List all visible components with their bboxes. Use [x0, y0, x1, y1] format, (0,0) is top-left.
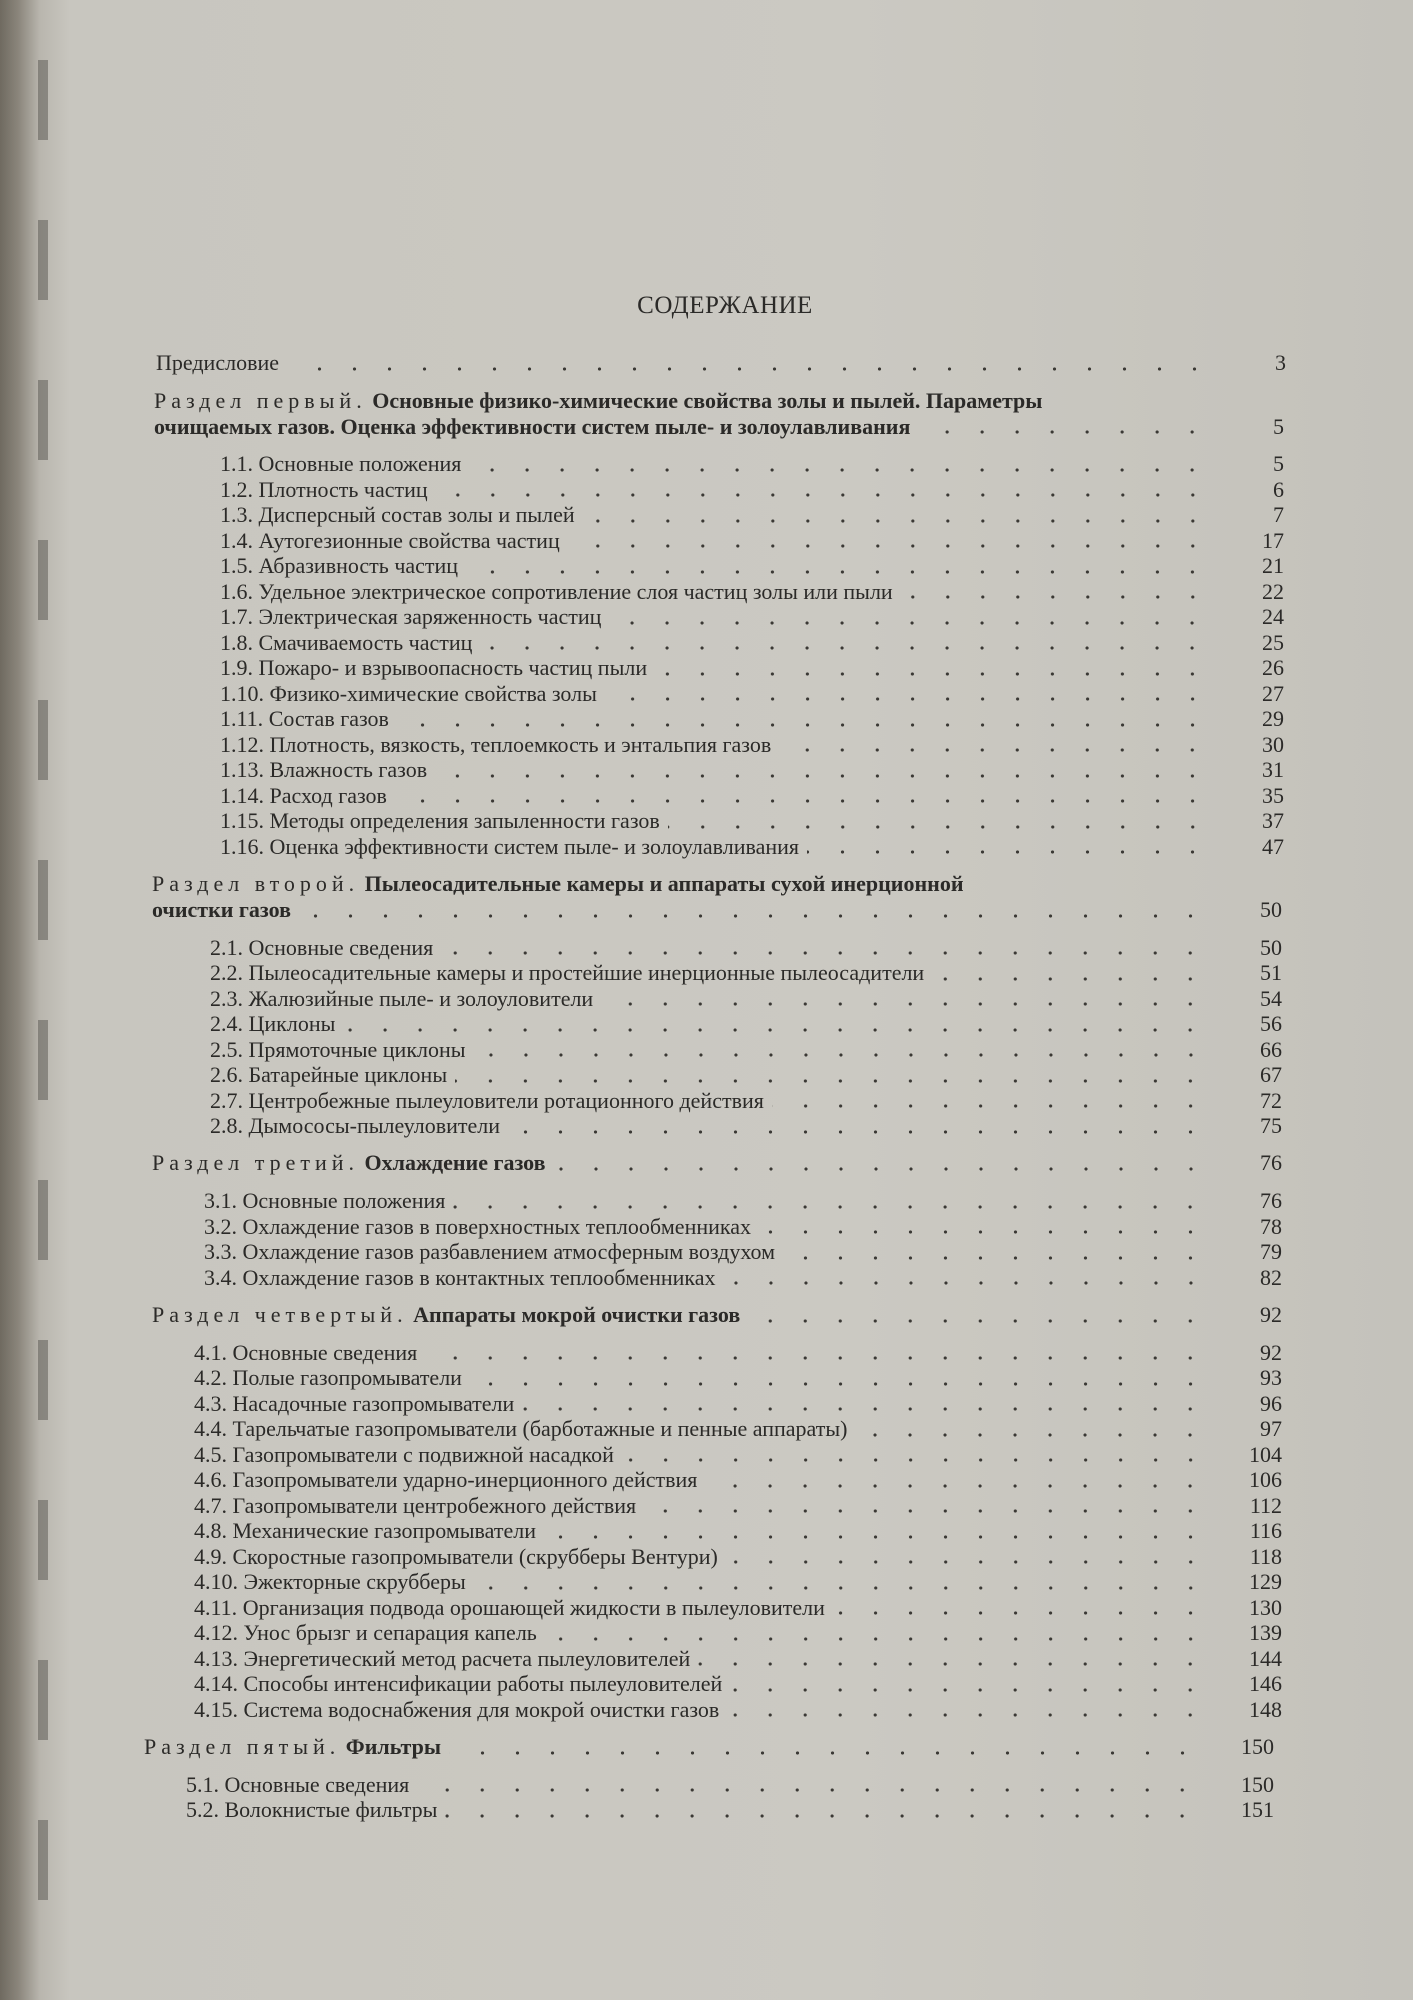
leader-dots	[772, 1088, 1214, 1114]
leader-dots	[668, 808, 1216, 834]
entry-label: Электрическая заряженность частиц	[258, 604, 602, 629]
leader-dots	[901, 579, 1216, 605]
entry-label: Пылеосадительные камеры и простейшие инерционные пылеосадители	[248, 960, 925, 985]
entry-label: Волокнистые фильтры	[224, 1797, 438, 1822]
leader-dots	[748, 1302, 1214, 1328]
leader-dots	[545, 1620, 1214, 1646]
page-number: 35	[1262, 782, 1284, 808]
entry-label: Основные сведения	[248, 934, 434, 960]
leader-dots	[441, 935, 1214, 961]
entry-number: 1.7.	[220, 604, 253, 629]
toc-entry[interactable]	[154, 732, 1284, 758]
toc-entry[interactable]	[152, 1518, 1282, 1544]
entry-label: Физико-химические свойства золы	[269, 680, 597, 706]
entry-label: Система водоснабжения для мокрой очистки газов	[243, 1696, 720, 1722]
toc-entry[interactable]	[152, 1391, 1282, 1417]
leader-dots	[343, 1011, 1214, 1037]
toc-entry[interactable]	[154, 528, 1284, 554]
leader-dots	[544, 1518, 1214, 1544]
leader-dots	[609, 604, 1216, 630]
page-number: 144	[1249, 1645, 1282, 1671]
page-number: 106	[1249, 1467, 1282, 1492]
section-title-cont: очистки газов	[152, 897, 291, 922]
entry-number: 1.5.	[220, 553, 253, 578]
leader-dots	[425, 1340, 1214, 1366]
entry-label: Организация подвода орошающей жидкости в пылеуловители	[242, 1594, 825, 1620]
page-number: 96	[1260, 1390, 1282, 1416]
leader-dots	[783, 1239, 1214, 1265]
toc-section	[144, 1734, 1286, 1823]
toc-entry[interactable]	[152, 1620, 1282, 1646]
entry-number: 2.2.	[210, 960, 243, 985]
toc-entry[interactable]	[152, 1442, 1282, 1468]
entry-number: 3.1.	[204, 1188, 237, 1213]
leader-dots	[436, 477, 1216, 503]
entry-label: Дисперсный состав золы и пылей	[258, 502, 575, 527]
entry-label: Смачиваемость частиц	[258, 629, 473, 655]
entry-label: Энергетический метод расчета пылеуловителей	[243, 1645, 691, 1671]
leader-dots	[474, 1569, 1214, 1595]
toc-entry[interactable]	[154, 451, 1284, 477]
entry-number: 2.7.	[210, 1087, 243, 1113]
entry-label: Газопромыватели ударно-инерционного действия	[232, 1467, 698, 1492]
entry-number: 1.16.	[220, 833, 264, 859]
entry-number: 4.2.	[194, 1365, 227, 1390]
page-number: 79	[1260, 1239, 1282, 1264]
entry-label: Абразивность частиц	[258, 553, 459, 578]
page-number: 75	[1260, 1113, 1282, 1138]
leader-dots	[724, 1265, 1214, 1291]
toc-entry[interactable]	[152, 1088, 1282, 1114]
entry-number: 4.6.	[194, 1467, 227, 1492]
entry-number: 3.3.	[204, 1239, 237, 1264]
entry-number: 4.4.	[194, 1416, 227, 1441]
entry-label: Центробежные пылеуловители ротационного действия	[248, 1087, 764, 1113]
entry-label: Влажность газов	[269, 757, 428, 782]
leader-dots	[466, 553, 1216, 579]
page-number: 104	[1249, 1441, 1282, 1467]
toc-entry[interactable]	[144, 1797, 1274, 1823]
section-prefix: Раздел пятый.	[144, 1733, 341, 1759]
toc-entry[interactable]	[152, 1214, 1282, 1240]
leader-dots	[445, 1797, 1206, 1823]
page-number: 54	[1260, 985, 1282, 1011]
page-number: 5	[1273, 413, 1284, 439]
section-heading-cont[interactable]	[154, 414, 1284, 440]
entry-label: Насадочные газопромыватели	[232, 1390, 515, 1416]
entry-label: Основные положения	[258, 451, 462, 476]
toc-entry[interactable]	[152, 1062, 1282, 1088]
section-prefix: Раздел первый.	[154, 387, 367, 413]
page-number: 56	[1260, 1011, 1282, 1036]
page-number: 146	[1249, 1671, 1282, 1696]
entry-number: 4.7.	[194, 1492, 227, 1518]
entry-label: Основные сведения	[224, 1771, 410, 1797]
toc-entries	[144, 350, 1286, 1823]
leader-dots	[287, 350, 1218, 376]
page-number: 22	[1262, 578, 1284, 604]
entry-number: 1.2.	[220, 476, 253, 502]
section-title: Аппараты мокрой очистки газов	[413, 1301, 741, 1327]
toc-entry[interactable]	[152, 1265, 1282, 1291]
entry-label: Циклоны	[248, 1011, 336, 1036]
page-number: 66	[1260, 1036, 1282, 1062]
entry-number: 3.2.	[204, 1213, 237, 1239]
page-number: 129	[1249, 1569, 1282, 1594]
page-number: 21	[1262, 553, 1284, 578]
section-heading[interactable]	[144, 1734, 1274, 1760]
entry-number: 2.3.	[210, 985, 243, 1011]
entry-label: Эжекторные скрубберы	[243, 1569, 466, 1594]
leader-dots	[453, 1188, 1214, 1214]
section-prefix: Раздел четвертый.	[152, 1301, 408, 1327]
entry-label: Способы интенсификации работы пылеуловителей	[243, 1671, 723, 1696]
section-title-cont: очищаемых газов. Оценка эффективности систем пыле- и золоулавливания	[154, 413, 911, 439]
page-number: 151	[1241, 1797, 1274, 1822]
page-number: 148	[1249, 1696, 1282, 1722]
toc-entry[interactable]	[152, 960, 1282, 986]
section-heading[interactable]	[154, 388, 1284, 414]
page-number: 29	[1262, 706, 1284, 731]
leader-dots	[395, 783, 1216, 809]
entry-label: Аутогезионные свойства частиц	[258, 527, 560, 553]
entry-label: Плотность, вязкость, теплоемкость и энтальпия газов	[269, 731, 772, 757]
page-number: 92	[1260, 1339, 1282, 1365]
entry-label: Батарейные циклоны	[248, 1062, 448, 1087]
leader-dots	[397, 706, 1216, 732]
leader-dots	[522, 1391, 1214, 1417]
page-number: 93	[1260, 1365, 1282, 1390]
entry-number: 1.3.	[220, 502, 253, 527]
entry-label: Прямоточные циклоны	[248, 1036, 466, 1062]
leader-dots	[726, 1544, 1214, 1570]
page-number: 76	[1260, 1150, 1282, 1175]
page-number: 50	[1260, 934, 1282, 960]
leader-dots	[449, 1734, 1206, 1760]
page-number: 47	[1262, 833, 1284, 859]
section-prefix: Раздел третий.	[152, 1150, 360, 1175]
section-title: Фильтры	[345, 1733, 441, 1759]
leader-dots	[705, 1467, 1214, 1493]
page-number: 72	[1260, 1087, 1282, 1113]
entry-number: 2.1.	[210, 934, 243, 960]
entry-label: Охлаждение газов в контактных теплообменниках	[242, 1264, 716, 1290]
page-number: 150	[1241, 1733, 1274, 1759]
leader-dots	[601, 986, 1214, 1012]
entry-label: Основные сведения	[232, 1339, 418, 1365]
toc-entry[interactable]	[154, 579, 1284, 605]
leader-dots	[759, 1214, 1214, 1240]
entry-number: 4.14.	[194, 1671, 238, 1696]
leader-dots	[583, 502, 1216, 528]
entry-number: 2.4.	[210, 1011, 243, 1036]
toc-entry[interactable]	[152, 1188, 1282, 1214]
leader-dots	[568, 528, 1216, 554]
toc-entry[interactable]	[154, 681, 1284, 707]
toc-entry[interactable]	[152, 1595, 1282, 1621]
page-number: 67	[1260, 1062, 1282, 1087]
section-heading[interactable]	[152, 1302, 1282, 1328]
entry-number: 5.1.	[186, 1771, 219, 1797]
entry-number: 4.5.	[194, 1441, 227, 1467]
entry-number: 4.12.	[194, 1620, 238, 1645]
page-number: 17	[1262, 527, 1284, 553]
leader-dots	[918, 414, 1216, 440]
toc-section	[152, 1302, 1286, 1722]
entry-label: Охлаждение газов разбавлением атмосферным воздухом	[242, 1239, 776, 1264]
entry-label: Расход газов	[269, 782, 387, 808]
leader-dots	[644, 1493, 1214, 1519]
toc-entry[interactable]	[154, 604, 1284, 630]
leader-dots	[417, 1772, 1206, 1798]
page-number: 51	[1260, 960, 1282, 985]
leader-dots	[435, 757, 1216, 783]
section-title: Охлаждение газов	[364, 1150, 546, 1175]
entry-number: 1.10.	[220, 680, 264, 706]
section-heading[interactable]	[152, 1151, 1282, 1177]
section-title: Пылеосадительные камеры и аппараты сухой инерционной	[364, 871, 964, 896]
toc-entry[interactable]	[152, 935, 1282, 961]
page-number: 30	[1262, 731, 1284, 757]
entry-label: Методы определения запыленности газов	[269, 808, 660, 833]
leader-dots	[474, 1037, 1214, 1063]
page-number: 92	[1260, 1301, 1282, 1327]
entry-label: Механические газопромыватели	[232, 1518, 536, 1543]
toc-entry[interactable]	[154, 655, 1284, 681]
page-number: 5	[1273, 451, 1284, 476]
page-number: 139	[1249, 1620, 1282, 1645]
page-number: 150	[1241, 1771, 1274, 1797]
toc-entry[interactable]	[152, 1340, 1282, 1366]
entry-number: 3.4.	[204, 1264, 237, 1290]
toc-entry[interactable]	[154, 502, 1284, 528]
toc-entry[interactable]	[152, 1569, 1282, 1595]
toc-entry[interactable]	[152, 1646, 1282, 1672]
entry-number: 1.4.	[220, 527, 253, 553]
toc-section	[152, 871, 1286, 1139]
entry-number: 1.9.	[220, 655, 253, 680]
toc-entry[interactable]	[154, 477, 1284, 503]
entry-number: 4.10.	[194, 1569, 238, 1594]
toc-entry[interactable]	[152, 1493, 1282, 1519]
leader-dots	[605, 681, 1216, 707]
entry-label: Полые газопромыватели	[232, 1365, 462, 1390]
entry-label: Состав газов	[268, 706, 389, 731]
entry-label: Скоростные газопромыватели (скрубберы Вентури)	[232, 1543, 718, 1569]
entry-number: 1.12.	[220, 731, 264, 757]
entry-label: Плотность частиц	[258, 476, 428, 502]
leader-dots	[730, 1671, 1214, 1697]
entry-number: 2.5.	[210, 1036, 243, 1062]
entry-number: 5.2.	[186, 1797, 219, 1822]
page-number: 25	[1262, 629, 1284, 655]
entry-number: 4.8.	[194, 1518, 227, 1543]
entry-label: Удельное электрическое сопротивление слоя частиц золы или пыли	[258, 578, 893, 604]
toc-entry[interactable]	[152, 1011, 1282, 1037]
entry-label: Дымососы-пылеуловители	[248, 1113, 500, 1138]
entry-number: 4.9.	[194, 1543, 227, 1569]
leader-dots	[470, 1365, 1214, 1391]
entry-number: 1.8.	[220, 629, 253, 655]
leader-dots	[855, 1416, 1214, 1442]
entry-label: Жалюзийные пыле- и золоуловители	[248, 985, 594, 1011]
page-number: 76	[1260, 1188, 1282, 1213]
page-number: 118	[1249, 1543, 1282, 1569]
leader-dots	[807, 834, 1216, 860]
entry-number: 1.1.	[220, 451, 253, 476]
entry-number: 1.11.	[220, 706, 264, 731]
page-number: 130	[1249, 1594, 1282, 1620]
entry-number: 1.15.	[220, 808, 264, 833]
entry-number: 2.8.	[210, 1113, 243, 1138]
toc-entry[interactable]	[152, 1239, 1282, 1265]
toc-entry[interactable]	[154, 757, 1284, 783]
toc-entry[interactable]	[154, 630, 1284, 656]
toc-entry[interactable]	[144, 1772, 1274, 1798]
entry-label: Унос брызг и сепарация капель	[243, 1620, 537, 1645]
entry-label: Оценка эффективности систем пыле- и золоулавливания	[269, 833, 799, 859]
entry-label: Охлаждение газов в поверхностных теплообменниках	[242, 1213, 752, 1239]
toc-entry[interactable]	[152, 1544, 1282, 1570]
book-spine-edge	[38, 60, 48, 1960]
leader-dots	[727, 1697, 1214, 1723]
leader-dots	[299, 897, 1214, 923]
toc-entry[interactable]	[152, 1037, 1282, 1063]
toc-entry[interactable]	[152, 1467, 1282, 1493]
entry-label: Пожаро- и взрывоопасность частиц пыли	[258, 655, 648, 680]
entry-number: 4.15.	[194, 1696, 238, 1722]
page-number: 6	[1273, 476, 1284, 502]
page-number: 97	[1260, 1416, 1282, 1441]
page-number: 112	[1249, 1492, 1282, 1518]
entry-number: 4.13.	[194, 1645, 238, 1671]
entry-label: Основные положения	[242, 1188, 446, 1213]
toc-entry[interactable]	[152, 1671, 1282, 1697]
leader-dots	[698, 1646, 1214, 1672]
leader-dots	[508, 1113, 1214, 1139]
toc-entry[interactable]	[154, 783, 1284, 809]
entry-number: 4.11.	[194, 1594, 238, 1620]
toc-entry[interactable]	[152, 1113, 1282, 1139]
entry-number: 4.1.	[194, 1339, 227, 1365]
toc-entry[interactable]	[152, 1416, 1282, 1442]
entry-label: Тарельчатые газопромыватели (барботажные и пенные аппараты)	[232, 1416, 848, 1441]
leader-dots	[932, 960, 1214, 986]
section-title: Основные физико-химические свойства золы и пылей. Параметры	[372, 387, 1043, 413]
leader-dots	[455, 1062, 1214, 1088]
entry-label: Газопромыватели центробежного действия	[232, 1492, 637, 1518]
page-number: 7	[1273, 502, 1284, 527]
entry-number: 1.13.	[220, 757, 264, 782]
page-number: 78	[1260, 1213, 1282, 1239]
toc-entry[interactable]	[152, 1365, 1282, 1391]
entry-label: Газопромыватели с подвижной насадкой	[232, 1441, 614, 1467]
toc-entry[interactable]	[154, 553, 1284, 579]
leader-dots	[779, 732, 1216, 758]
section-heading[interactable]	[152, 871, 1282, 897]
toc-entry[interactable]	[152, 1697, 1282, 1723]
leader-dots	[833, 1595, 1214, 1621]
page-number: 26	[1262, 655, 1284, 680]
toc-section	[154, 388, 1286, 860]
leader-dots	[554, 1151, 1215, 1177]
leader-dots	[655, 655, 1216, 681]
toc-entry[interactable]	[152, 986, 1282, 1012]
page-number: 24	[1262, 604, 1284, 629]
entry-number: 1.14.	[220, 782, 264, 808]
section-heading-cont[interactable]	[152, 897, 1282, 923]
entry-label: Предисловие	[156, 350, 279, 375]
page-number: 116	[1249, 1518, 1282, 1543]
page-number: 3	[1275, 350, 1286, 375]
page-title: СОДЕРЖАНИЕ	[637, 292, 813, 319]
entry-number: 1.6.	[220, 578, 253, 604]
leader-dots	[469, 451, 1216, 477]
toc-entry[interactable]	[154, 706, 1284, 732]
toc-section	[152, 1151, 1286, 1291]
leader-dots	[622, 1442, 1214, 1468]
entry-number: 2.6.	[210, 1062, 243, 1087]
page-number: 31	[1262, 757, 1284, 782]
page-number: 27	[1262, 680, 1284, 706]
page-number: 37	[1262, 808, 1284, 833]
leader-dots	[480, 630, 1216, 656]
page-number: 50	[1260, 897, 1282, 922]
toc-entry-preface[interactable]	[156, 350, 1286, 376]
toc-entry[interactable]	[154, 834, 1284, 860]
page-number: 82	[1260, 1264, 1282, 1290]
entry-number: 4.3.	[194, 1390, 227, 1416]
section-prefix: Раздел второй.	[152, 871, 360, 896]
toc-entry[interactable]	[154, 808, 1284, 834]
